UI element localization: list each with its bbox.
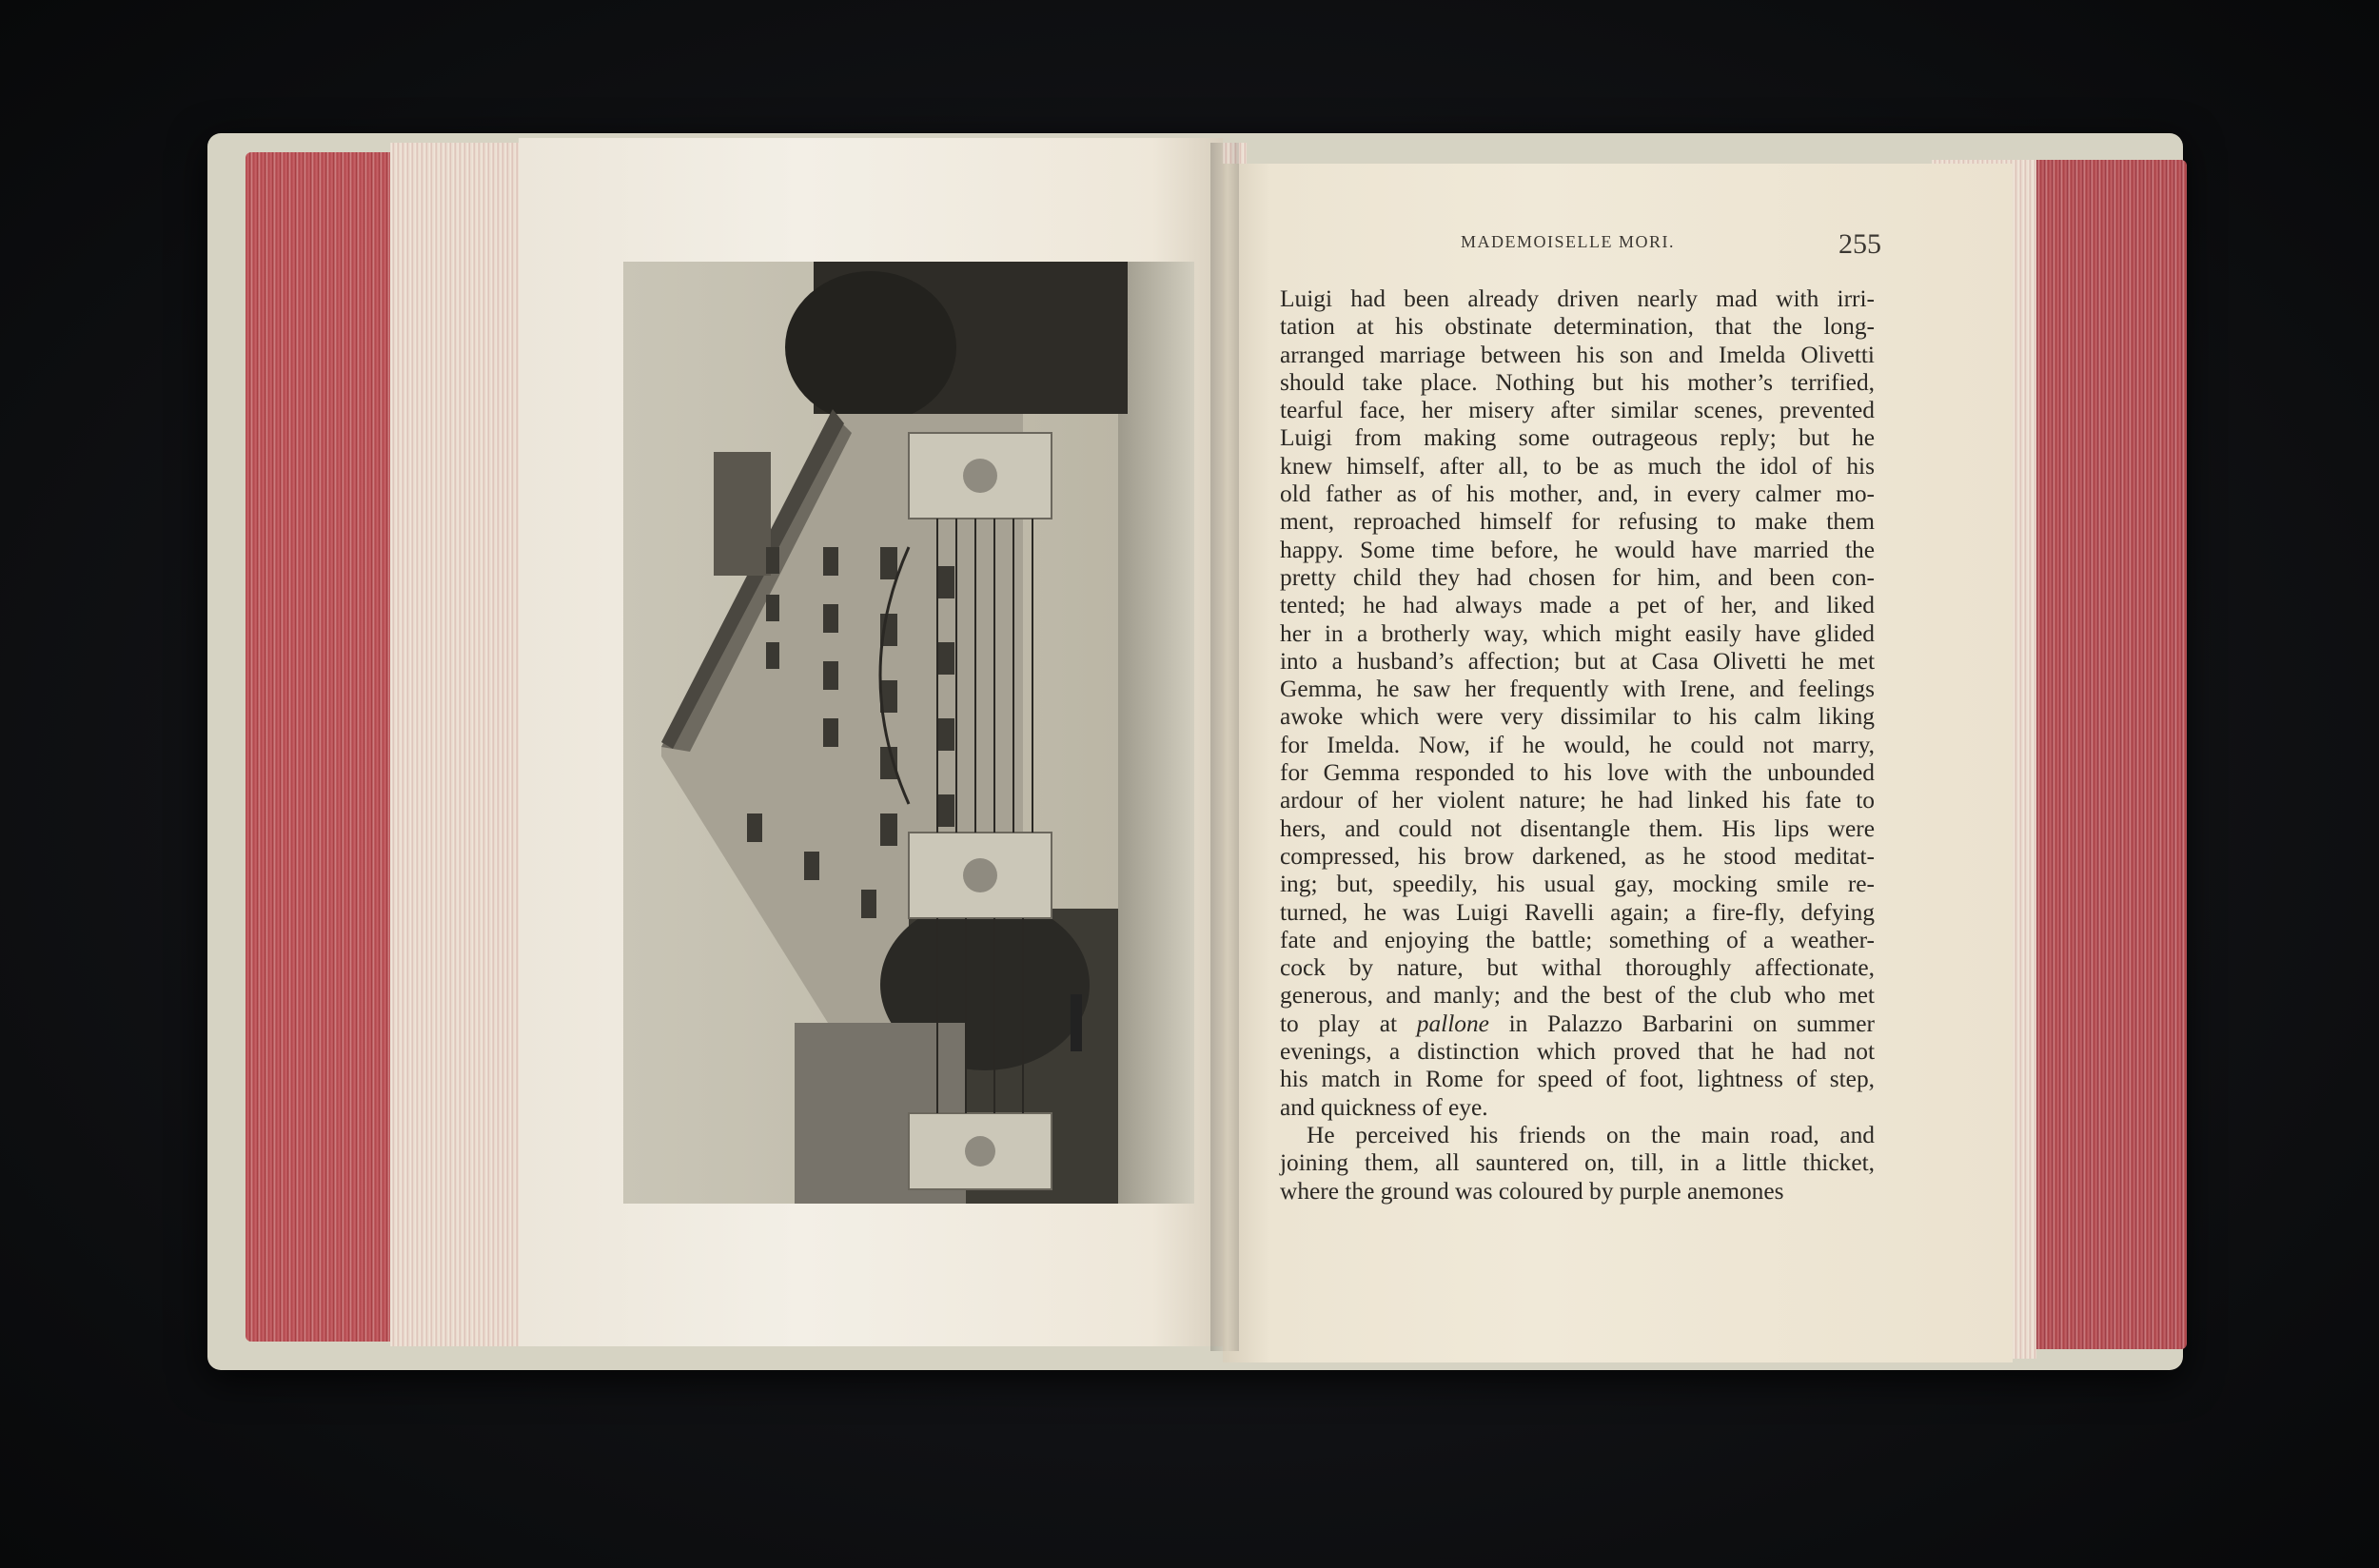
text-line: turned, he was Luigi Ravelli again; a fire-fly, defying xyxy=(1280,898,1875,926)
text-line: generous, and manly; and the best of the club who met xyxy=(1280,982,1875,1009)
text-line: awoke which were very dissimilar to his calm liking xyxy=(1280,703,1875,731)
text-line: arranged marriage between his son and Imelda Olivetti xyxy=(1280,341,1875,368)
text-line: his match in Rome for speed of foot, lightness of step, xyxy=(1280,1066,1875,1093)
text-line: where the ground was coloured by purple anemones xyxy=(1280,1177,1784,1205)
text-line: compressed, his brow darkened, as he stood meditat- xyxy=(1280,842,1875,870)
palazzo-photograph-drawing xyxy=(623,262,1194,1204)
page-number: 255 xyxy=(1838,228,1881,260)
text-line: ardour of her violent nature; he had linked his fate to xyxy=(1280,787,1875,814)
text-line: tented; he had always made a pet of her, and liked xyxy=(1280,592,1875,619)
text-line: should take place. Nothing but his mother’s terrified, xyxy=(1280,368,1875,396)
palazzo-photograph xyxy=(623,262,1194,1204)
text-line: for Gemma responded to his love with the unbounded xyxy=(1280,759,1875,787)
book-gutter xyxy=(1210,143,1239,1351)
running-head: MADEMOISELLE MORI. xyxy=(1461,232,1675,251)
text-line: and quickness of eye. xyxy=(1280,1093,1488,1121)
text-line: pretty child they had chosen for him, and been con- xyxy=(1280,563,1875,591)
text-line: Gemma, he saw her frequently with Irene, and feelings xyxy=(1280,676,1875,703)
text-line: Luigi from making some outrageous reply; but he xyxy=(1280,424,1875,452)
text-line: He perceived his friends on the main road, and xyxy=(1307,1121,1875,1148)
text-line: evenings, a distinction which proved that he had not xyxy=(1280,1038,1875,1066)
text-line: hers, and could not disentangle them. His lips were xyxy=(1280,814,1875,842)
text-line: to play at pallone in Palazzo Barbarini on summer xyxy=(1280,1009,1875,1037)
text-line: Luigi had been already driven nearly mad with irri- xyxy=(1280,285,1875,312)
text-line: her in a brotherly way, which might easily have glided xyxy=(1280,619,1875,647)
text-line: fate and enjoying the battle; something of a weather- xyxy=(1280,926,1875,953)
text-line: ment, reproached himself for refusing to make them xyxy=(1280,508,1875,536)
text-line: into a husband’s affection; but at Casa Olivetti he met xyxy=(1280,647,1875,675)
text-line: tation at his obstinate determination, that the long- xyxy=(1280,313,1875,341)
text-line: old father as of his mother, and, in every calmer mo- xyxy=(1280,480,1875,508)
text-line: ing; but, speedily, his usual gay, mocking smile re- xyxy=(1280,871,1875,898)
text-line: cock by nature, but withal thoroughly affectionate, xyxy=(1280,954,1875,982)
text-line: tearful face, her misery after similar scenes, prevented xyxy=(1280,397,1875,424)
text-line: joining them, all sauntered on, till, in a little thicket, xyxy=(1280,1149,1875,1177)
text-line: knew himself, after all, to be as much the idol of his xyxy=(1280,452,1875,480)
text-line: happy. Some time before, he would have married the xyxy=(1280,536,1875,563)
text-line: for Imelda. Now, if he would, he could not marry, xyxy=(1280,731,1875,758)
body-text xyxy=(1280,285,1875,1205)
